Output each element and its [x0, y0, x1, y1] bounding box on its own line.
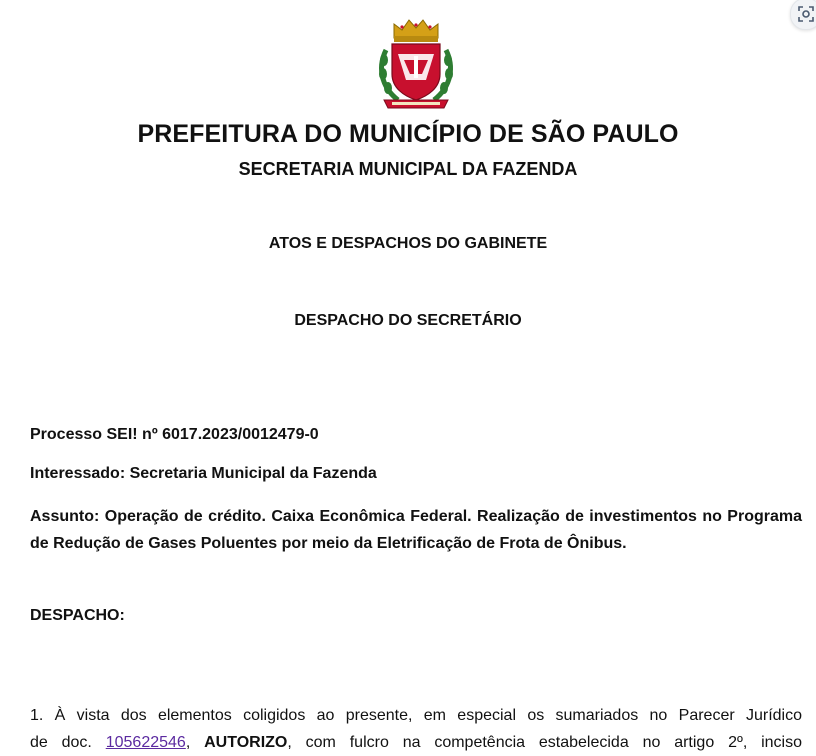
despacho-title: DESPACHO DO SECRETÁRIO — [294, 312, 522, 329]
assunto-field: Assunto: Operação de crédito. Caixa Econômica Federal. Realização de investimentos no Programa de Redução de Gases Poluentes por meio da Eletrificação de Frota de Ônibus. — [30, 508, 802, 552]
paragraph-1-line-2 — [30, 729, 802, 756]
despacho-label: DESPACHO: — [30, 607, 125, 624]
processo-field: Processo SEI! nº 6017.2023/0012479-0 — [30, 426, 319, 443]
doc-link[interactable]: 105622546 — [105, 734, 186, 751]
visual-search-icon — [791, 0, 816, 29]
paragraph-1 — [30, 702, 802, 756]
paragraph-1-line-1: 1. À vista dos elementos coligidos ao presente, em especial os sumariados no Parecer Jurídico — [30, 707, 802, 724]
autorizo-text: AUTORIZO — [204, 734, 288, 751]
interessado-field: Interessado: Secretaria Municipal da Fazenda — [30, 465, 377, 482]
paragraph-1-rest: , com fulcro na competência estabelecida no artigo 2º, inciso — [287, 734, 803, 751]
section-title: ATOS E DESPACHOS DO GABINETE — [268, 235, 548, 252]
paragraph-1-separator: , — [185, 734, 205, 751]
paragraph-1-prefix: de doc. — [30, 734, 106, 751]
org-subtitle: SECRETARIA MUNICIPAL DA FAZENDA — [238, 159, 578, 179]
visual-search-button[interactable] — [790, 0, 816, 30]
sao-paulo-coat-of-arms-icon — [376, 16, 456, 112]
org-title: PREFEITURA DO MUNICÍPIO DE SÃO PAULO — [137, 120, 679, 148]
